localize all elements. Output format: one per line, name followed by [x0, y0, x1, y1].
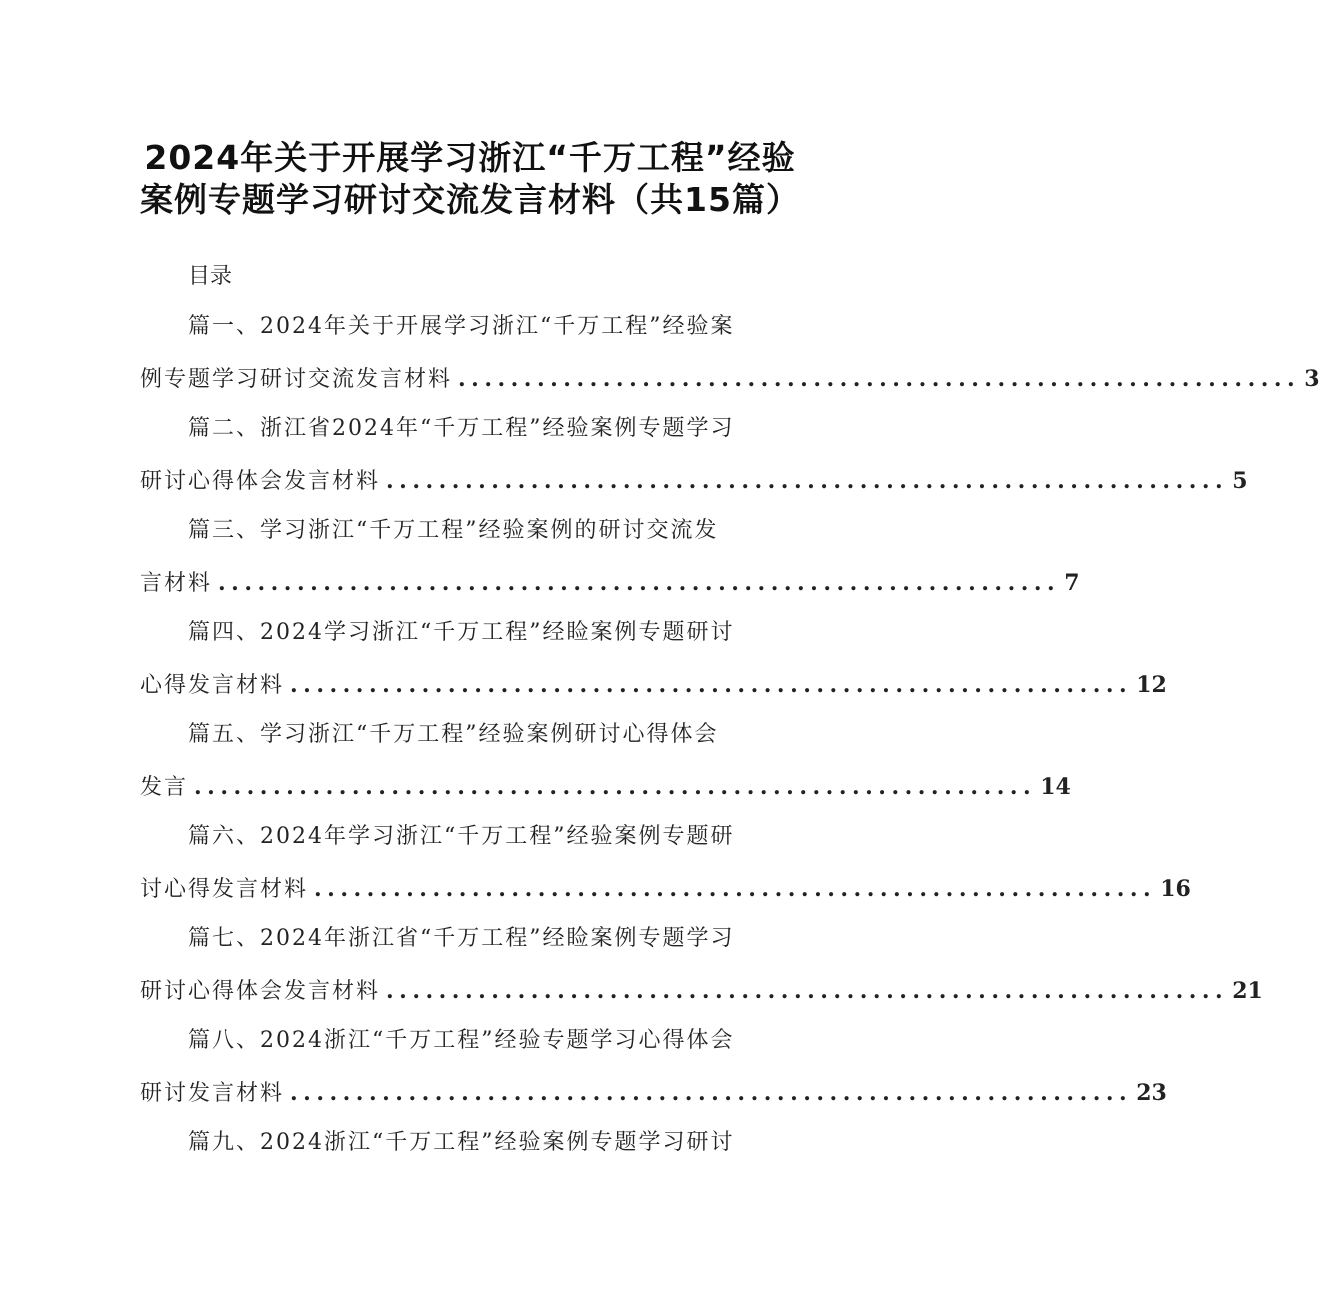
toc-entry-3-line-2: [140, 568, 1080, 599]
toc-entry-title: 心得发言材料: [140, 673, 285, 698]
toc-page-number: 16: [1160, 876, 1191, 902]
dot-leader: ................................................................: [290, 1080, 1133, 1106]
dot-leader: ................................................................: [458, 366, 1301, 392]
dot-leader: ................................................................: [194, 774, 1037, 800]
toc-entry-title: 发言: [140, 775, 189, 800]
toc-entry-5-line-1: 篇五、学习浙江“千万工程”经验案例研讨心得体会: [188, 722, 719, 747]
toc-entry-2-line-1: 篇二、浙江省2024年“千万工程”经验案例专题学习: [188, 416, 735, 441]
toc-entry-title: 研讨心得体会发言材料: [140, 979, 381, 1004]
toc-entry-3-line-1: 篇三、学习浙江“千万工程”经验案例的研讨交流发: [188, 518, 719, 543]
toc-entry-1-line-1: 篇一、2024年关于开展学习浙江“千万工程”经验案: [188, 314, 735, 339]
toc-entry-7-line-2: [140, 976, 1263, 1007]
toc-entry-title: 讨心得发言材料: [140, 877, 309, 902]
toc-entry-5-line-2: [140, 772, 1071, 803]
toc-entry-6-line-2: [140, 874, 1191, 905]
document-title-line-1: 2024年关于开展学习浙江“千万工程”经验: [144, 138, 796, 177]
toc-entry-8-line-1: 篇八、2024浙江“千万工程”经验专题学习心得体会: [188, 1028, 735, 1053]
toc-page-number: 5: [1232, 468, 1248, 494]
toc-entry-title: 言材料: [140, 571, 213, 596]
dot-leader: ................................................................: [218, 570, 1061, 596]
dot-leader: ................................................................: [314, 876, 1157, 902]
toc-entry-6-line-1: 篇六、2024年学习浙江“千万工程”经验案例专题研: [188, 824, 735, 849]
dot-leader: ................................................................: [386, 978, 1229, 1004]
toc-entry-9-line-1: 篇九、2024浙江“千万工程”经验案例专题学习研讨: [188, 1130, 735, 1155]
document-title-line-2: 案例专题学习研讨交流发言材料（共15篇）: [140, 180, 800, 219]
dot-leader: ................................................................: [386, 468, 1229, 494]
dot-leader: ................................................................: [290, 672, 1133, 698]
toc-entry-7-line-1: 篇七、2024年浙江省“千万工程”经睑案例专题学习: [188, 926, 735, 951]
toc-page-number: 3: [1304, 366, 1320, 392]
toc-entry-4-line-2: [140, 670, 1167, 701]
toc-page-number: 12: [1136, 672, 1167, 698]
toc-entry-1-line-2: [140, 364, 1320, 395]
toc-page-number: 7: [1064, 570, 1080, 596]
toc-entry-2-line-2: [140, 466, 1248, 497]
toc-page-number: 21: [1232, 978, 1263, 1004]
toc-entry-4-line-1: 篇四、2024学习浙江“千万工程”经睑案例专题研讨: [188, 620, 735, 645]
toc-page-number: 14: [1040, 774, 1071, 800]
toc-entry-title: 例专题学习研讨交流发言材料: [140, 367, 453, 392]
toc-entry-title: 研讨心得体会发言材料: [140, 469, 381, 494]
toc-page-number: 23: [1136, 1080, 1167, 1106]
toc-entry-8-line-2: [140, 1078, 1167, 1109]
toc-entry-title: 研讨发言材料: [140, 1081, 285, 1106]
toc-heading: 目录: [188, 264, 233, 289]
